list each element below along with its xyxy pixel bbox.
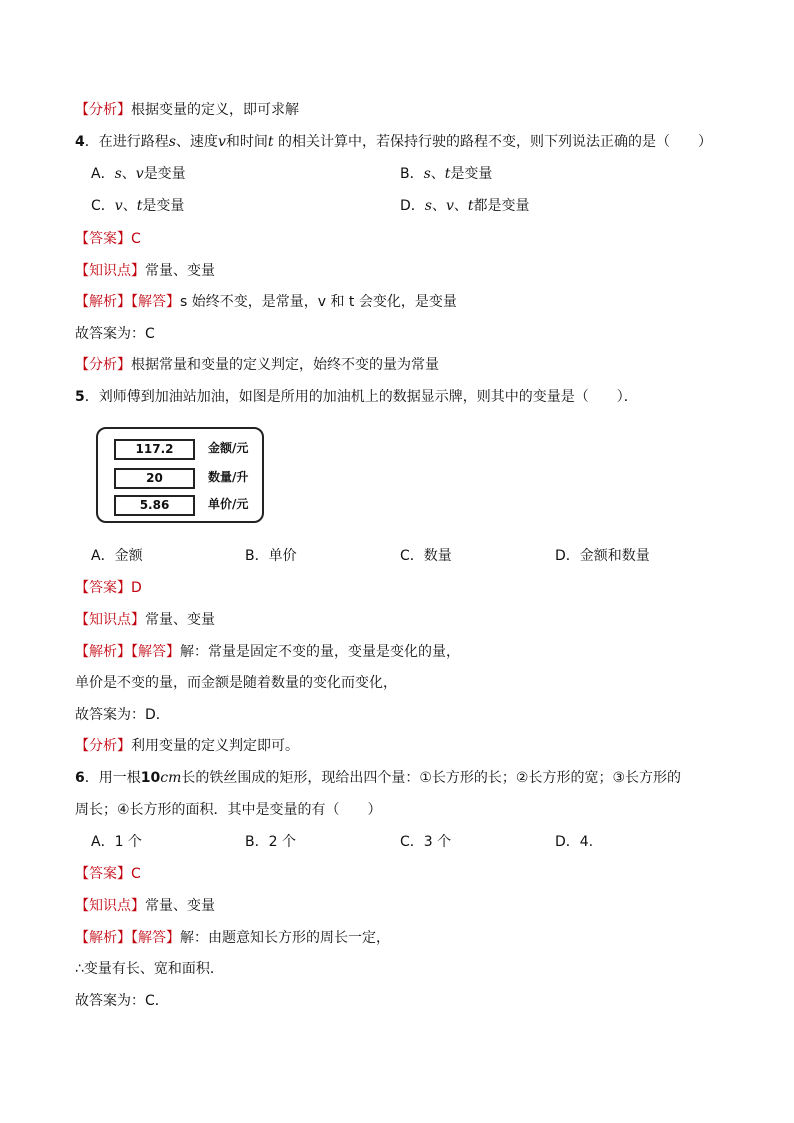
q6-final: 故答案为：C． <box>75 993 169 1009</box>
q4-knowledge <box>75 261 215 281</box>
answer-value: C <box>131 231 141 247</box>
q4-stem-text: 和时间 <box>225 134 268 150</box>
q4-var-s: s <box>168 134 176 150</box>
q4-option-a[interactable] <box>91 164 186 184</box>
q6-stem <box>75 768 681 788</box>
q5-number: 5 <box>75 389 85 405</box>
q6-stem-2: 周长；④长方形的面积．其中是变量的有（ ） <box>75 802 382 818</box>
answer-value: C <box>131 866 141 882</box>
analysis-text: 根据变量的定义，即可求解 <box>131 102 299 118</box>
fuel-pump-display <box>96 427 264 523</box>
q6-option-b[interactable]: B．2 个 <box>245 834 296 850</box>
q4-final: 故答案为：C <box>75 326 155 342</box>
option-sep: 、 <box>430 166 445 182</box>
option-sep: 、 <box>431 198 446 214</box>
amount-label: 金额/元 <box>208 441 249 455</box>
knowledge-tag: 【知识点】 <box>75 263 145 279</box>
q6-solution-2: ∴变量有长、宽和面积． <box>75 961 224 977</box>
q4-stem <box>75 132 712 152</box>
option-sep: 、 <box>121 166 136 182</box>
option-suffix: 都是变量 <box>473 198 530 214</box>
option-var: s <box>423 166 431 182</box>
q6-option-d[interactable]: D．4. <box>555 834 594 850</box>
q6-stem-text: ．用一根 <box>84 770 141 786</box>
option-prefix: D． <box>400 198 425 214</box>
answer-tag: 【答案】 <box>75 866 131 882</box>
analysis-text: 利用变量的定义判定即可。 <box>131 738 299 754</box>
q5-option-a[interactable]: A．金额 <box>91 548 143 564</box>
solution-tag: 【解析】【解答】 <box>75 294 180 310</box>
option-var: s <box>114 166 122 182</box>
knowledge-text: 常量、变量 <box>145 898 215 914</box>
q5-stem <box>75 387 638 407</box>
unit-price-value-box: 5.86 <box>114 495 195 516</box>
q5-solution <box>75 642 460 662</box>
option-suffix: 是变量 <box>143 166 186 182</box>
option-var: v <box>114 198 123 214</box>
q4-number: 4 <box>75 134 85 150</box>
q4-solution <box>75 292 457 312</box>
analysis-text: 根据常量和变量的定义判定，始终不变的量为常量 <box>131 357 439 373</box>
option-var: t <box>467 198 474 214</box>
q6-option-a[interactable]: A．1 个 <box>91 834 142 850</box>
q5-option-d[interactable]: D．金额和数量 <box>555 548 650 564</box>
q5-stem-text: ．刘师傅到加油站加油，如图是所用的加油机上的数据显示牌，则其中的变量是（ ）． <box>84 389 638 405</box>
answer-tag: 【答案】 <box>75 231 131 247</box>
q5-knowledge <box>75 610 215 630</box>
q4-stem-text: 的相关计算中，若保持行驶的路程不变，则下列说法正确的是（ ） <box>273 134 712 150</box>
option-suffix: 是变量 <box>142 198 185 214</box>
q6-length-unit: cm <box>160 770 182 786</box>
option-var: t <box>444 166 451 182</box>
q4-var-v: v <box>217 134 226 150</box>
option-prefix: A． <box>91 166 115 182</box>
option-var: t <box>136 198 143 214</box>
q5-option-b[interactable]: B．单价 <box>245 548 297 564</box>
option-suffix: 是变量 <box>450 166 493 182</box>
q4-analysis <box>75 355 439 375</box>
q4-option-d[interactable] <box>400 196 530 216</box>
q5-analysis <box>75 736 299 756</box>
analysis-tag: 【分析】 <box>75 357 131 373</box>
q6-number: 6 <box>75 770 85 786</box>
q4-option-b[interactable] <box>400 164 492 184</box>
q5-final: 故答案为：D． <box>75 707 170 723</box>
option-var: s <box>424 198 432 214</box>
q6-answer <box>75 864 141 884</box>
amount-value-box: 117.2 <box>114 439 195 460</box>
answer-value: D <box>131 580 142 596</box>
q5-option-c[interactable]: C．数量 <box>400 548 452 564</box>
unit-price-label: 单价/元 <box>208 497 249 511</box>
knowledge-text: 常量、变量 <box>145 612 215 628</box>
q6-stem-text: 长的铁丝围成的矩形，现给出四个量：①长方形的长；②长方形的宽；③长方形的 <box>181 770 682 786</box>
knowledge-tag: 【知识点】 <box>75 612 145 628</box>
quantity-value-box: 20 <box>114 468 195 489</box>
option-sep: 、 <box>453 198 468 214</box>
q6-solution <box>75 928 390 948</box>
q4-var-t: t <box>267 134 274 150</box>
knowledge-text: 常量、变量 <box>145 263 215 279</box>
prev-analysis-line <box>75 100 299 120</box>
knowledge-tag: 【知识点】 <box>75 898 145 914</box>
q5-answer <box>75 578 142 598</box>
q6-option-c[interactable]: C．3 个 <box>400 834 452 850</box>
option-prefix: B． <box>400 166 424 182</box>
q5-solution-2: 单价是不变的量，而金额是随着数量的变化而变化， <box>75 675 397 691</box>
q6-knowledge <box>75 896 215 916</box>
quantity-label: 数量/升 <box>208 470 249 484</box>
option-var: v <box>135 166 144 182</box>
q4-stem-text: 、速度 <box>175 134 218 150</box>
analysis-tag: 【分析】 <box>75 738 131 754</box>
option-var: v <box>445 198 454 214</box>
q4-option-c[interactable] <box>91 196 184 216</box>
q4-answer <box>75 229 141 249</box>
q6-length-value: 10 <box>140 770 161 786</box>
option-sep: 、 <box>122 198 137 214</box>
solution-tag: 【解析】【解答】 <box>75 644 180 660</box>
solution-text: s 始终不变，是常量，v 和 t 会变化，是变量 <box>180 294 457 310</box>
answer-tag: 【答案】 <box>75 580 131 596</box>
analysis-tag: 【分析】 <box>75 102 131 118</box>
solution-text: 解：常量是固定不变的量，变量是变化的量， <box>180 644 460 660</box>
q4-stem-text: ．在进行路程 <box>84 134 169 150</box>
option-prefix: C． <box>91 198 115 214</box>
solution-tag: 【解析】【解答】 <box>75 930 180 946</box>
solution-text: 解：由题意知长方形的周长一定， <box>180 930 390 946</box>
